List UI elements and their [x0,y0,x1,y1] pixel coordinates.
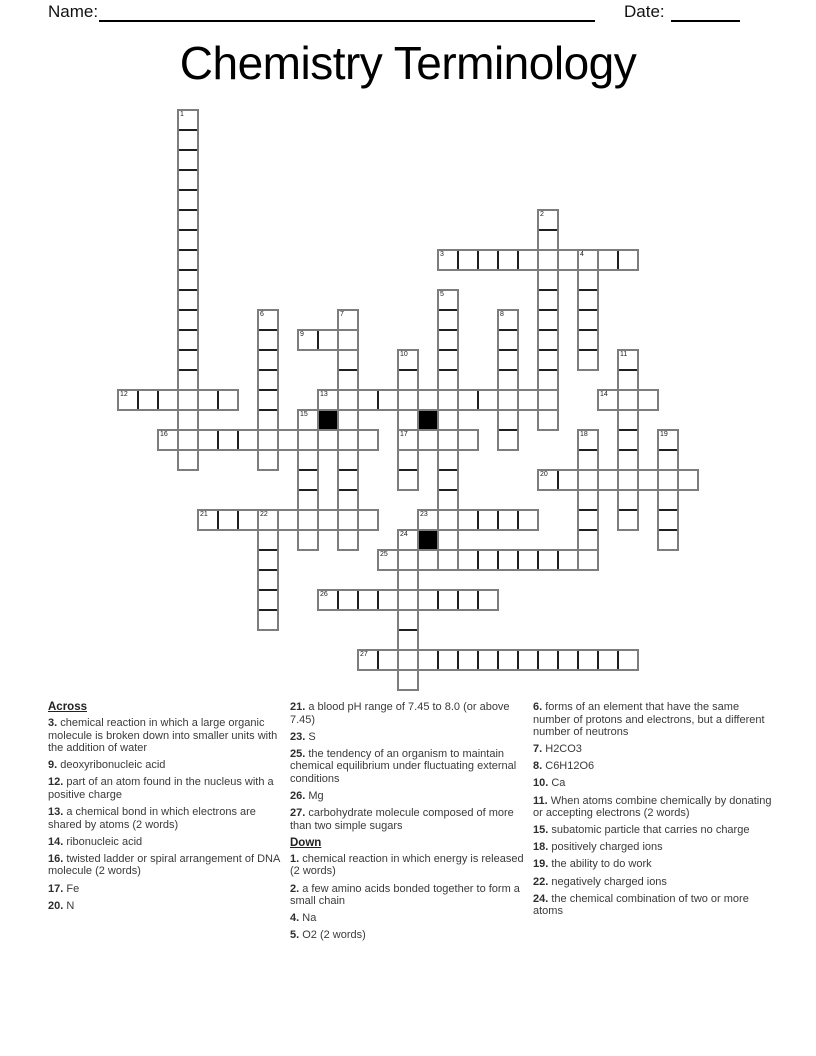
grid-cell[interactable] [278,430,298,450]
clue-item: 18. positively charged ions [533,841,663,854]
clue-item: 11. When atoms combine chemically by donating or accepting electrons (2 words) [533,794,772,820]
grid-cell[interactable] [538,550,558,570]
clue-item: 14. ribonucleic acid [48,835,143,848]
clue-item: 2. a few amino acids bonded together to form a small chain [290,882,520,908]
black-cell [418,530,438,550]
grid-cell[interactable] [338,430,358,450]
grid-cell[interactable] [358,590,378,610]
grid-cell[interactable] [418,390,438,410]
grid-cell[interactable] [578,510,598,530]
cell-number: 9 [300,331,304,338]
grid-cell[interactable] [178,170,198,190]
cell-number: 21 [200,511,208,518]
grid-cell[interactable] [538,650,558,670]
grid-cell[interactable] [438,310,458,330]
grid-cell[interactable] [518,650,538,670]
cell-number: 2 [540,211,544,218]
grid-cell[interactable] [178,330,198,350]
grid-cell[interactable] [338,510,358,530]
clue-item: 19. the ability to do work [533,858,652,871]
clue-item: 15. subatomic particle that carries no charge [533,824,750,837]
grid-cell[interactable] [258,330,278,350]
grid-cell[interactable] [438,410,458,430]
clue-item: 6. forms of an element that have the same number of protons and electrons, but a different number of neutrons [533,701,765,739]
clue-item: 26. Mg [290,790,324,803]
grid-cell[interactable] [438,430,458,450]
black-cell [318,410,338,430]
grid-cell[interactable] [338,370,358,390]
grid-cell[interactable] [578,290,598,310]
grid-cell[interactable] [378,650,398,670]
grid-cell[interactable] [338,530,358,550]
grid-cell[interactable] [538,390,558,410]
clue-number: 9. [48,759,58,772]
grid-cell[interactable] [538,270,558,290]
grid-cell[interactable] [338,450,358,470]
grid-cell[interactable] [578,330,598,350]
grid-cell[interactable] [358,390,378,410]
clue-number: 22. [533,875,549,888]
grid-cell[interactable] [518,250,538,270]
grid-cell[interactable] [578,550,598,570]
grid-cell[interactable] [298,510,318,530]
grid-cell[interactable] [658,470,678,490]
clue-number: 15. [533,824,549,837]
grid-cell[interactable] [318,430,338,450]
clue-item: 4. Na [290,912,317,925]
clue-column-1 [48,701,288,917]
grid-cell[interactable] [578,450,598,470]
grid-cell[interactable] [538,410,558,430]
grid-cell[interactable] [318,510,338,530]
clue-item: 7. H2CO3 [533,743,582,756]
grid-cell[interactable] [378,390,398,410]
cell-number: 1 [180,111,184,118]
clue-item: 27. carbohydrate molecule composed of more than two simple sugars [290,807,514,832]
clue-list-header: Down [290,836,322,849]
cell-number: 5 [440,291,444,298]
grid-cell[interactable] [358,510,378,530]
grid-cell[interactable] [238,510,258,530]
grid-cell[interactable] [398,450,418,470]
grid-cell[interactable] [198,390,218,410]
grid-cell[interactable] [638,470,658,490]
cell-number: 3 [440,251,444,258]
cell-number: 18 [580,431,588,438]
grid-cell[interactable] [398,590,418,610]
grid-cell[interactable] [138,390,158,410]
grid-cell[interactable] [218,390,238,410]
clue-item: 10. Ca [533,777,566,790]
cell-number: 24 [400,531,408,538]
grid-cell[interactable] [618,370,638,390]
grid-cell[interactable] [338,390,358,410]
cell-number: 4 [580,251,584,258]
grid-cell[interactable] [338,470,358,490]
grid-cell[interactable] [258,410,278,430]
grid-cell[interactable] [618,390,638,410]
grid-cell[interactable] [178,250,198,270]
grid-cell[interactable] [458,550,478,570]
grid-cell[interactable] [438,490,458,510]
grid-cell[interactable] [538,230,558,250]
cell-number: 12 [120,391,128,398]
date-input-line[interactable] [671,20,740,22]
grid-cell[interactable] [458,510,478,530]
clue-number: 3. [48,717,58,729]
grid-cell[interactable] [358,430,378,450]
grid-cell[interactable] [178,290,198,310]
clue-number: 11. [533,794,548,807]
clue-item: 13. a chemical bond in which electrons are shared by atoms (2 words) [48,806,256,831]
grid-cell[interactable] [158,390,178,410]
cell-number: 20 [540,471,548,478]
clue-item: 12. part of an atom found in the nucleus with a positive charge [48,776,274,801]
grid-cell[interactable] [438,590,458,610]
cell-number: 19 [660,431,668,438]
grid-cell[interactable] [438,450,458,470]
grid-cell[interactable] [338,330,358,350]
grid-cell[interactable] [618,650,638,670]
clue-number: 25. [290,747,306,760]
grid-cell[interactable] [258,390,278,410]
clue-number: 19. [533,858,549,871]
grid-cell[interactable] [498,330,518,350]
cell-number: 6 [260,311,264,318]
grid-cell[interactable] [618,470,638,490]
grid-cell[interactable] [538,250,558,270]
grid-cell[interactable] [398,470,418,490]
grid-cell[interactable] [498,410,518,430]
grid-cell[interactable] [318,330,338,350]
clue-number: 17. [48,882,64,895]
grid-cell[interactable] [498,430,518,450]
grid-cell[interactable] [618,510,638,530]
grid-cell[interactable] [178,450,198,470]
grid-cell[interactable] [418,590,438,610]
clue-item: 20. N [48,899,75,912]
grid-cell[interactable] [398,550,418,570]
grid-cell[interactable] [198,430,218,450]
cell-number: 27 [360,651,368,658]
grid-cell[interactable] [538,310,558,330]
grid-cell[interactable] [178,350,198,370]
clue-number: 24. [533,892,549,905]
grid-cell[interactable] [538,370,558,390]
clue-item: 24. the chemical combination of two or more atoms [533,892,749,918]
grid-cell[interactable] [178,230,198,250]
grid-cell[interactable] [478,390,498,410]
clue-item: 22. negatively charged ions [533,875,667,888]
clue-number: 8. [533,760,543,773]
grid-cell[interactable] [538,350,558,370]
clue-item: 17. Fe [48,882,80,895]
clue-number: 5. [290,929,300,942]
grid-cell[interactable] [598,650,618,670]
grid-cell[interactable] [618,430,638,450]
grid-cell[interactable] [398,390,418,410]
cell-number: 15 [300,411,308,418]
name-input-line[interactable] [99,20,595,22]
grid-cell[interactable] [578,270,598,290]
clue-number: 20. [48,899,64,912]
grid-cell[interactable] [658,510,678,530]
grid-cell[interactable] [578,530,598,550]
clue-number: 23. [290,730,306,743]
cell-number: 7 [340,311,344,318]
grid-cell[interactable] [538,290,558,310]
grid-cell[interactable] [578,650,598,670]
grid-cell[interactable] [458,390,478,410]
grid-cell[interactable] [578,350,598,370]
grid-cell[interactable] [338,350,358,370]
grid-cell[interactable] [178,210,198,230]
grid-cell[interactable] [398,610,418,630]
grid-cell[interactable] [178,270,198,290]
grid-cell[interactable] [178,190,198,210]
clue-number: 6. [533,701,543,713]
grid-cell[interactable] [338,490,358,510]
grid-cell[interactable] [498,510,518,530]
grid-cell[interactable] [518,390,538,410]
clue-number: 13. [48,806,64,819]
grid-cell[interactable] [478,250,498,270]
clue-column-2 [290,701,530,946]
grid-cell[interactable] [298,530,318,550]
grid-cell[interactable] [398,670,418,690]
cell-number: 10 [400,351,408,358]
cell-number: 17 [400,431,408,438]
grid-cell[interactable] [438,390,458,410]
grid-cell[interactable] [398,630,418,650]
cell-number: 11 [620,351,628,358]
grid-cell[interactable] [258,370,278,390]
grid-cell[interactable] [258,550,278,570]
name-label: Name: [48,2,99,21]
grid-cell[interactable] [178,370,198,390]
grid-cell[interactable] [518,510,538,530]
grid-cell[interactable] [278,510,298,530]
grid-cell[interactable] [258,530,278,550]
clue-number: 10. [533,777,549,790]
grid-cell[interactable] [498,650,518,670]
grid-cell[interactable] [498,550,518,570]
grid-cell[interactable] [658,530,678,550]
cell-number: 26 [320,591,328,598]
grid-cell[interactable] [458,430,478,450]
grid-cell[interactable] [298,470,318,490]
grid-cell[interactable] [398,650,418,670]
grid-cell[interactable] [258,430,278,450]
grid-cell[interactable] [478,550,498,570]
grid-cell[interactable] [578,490,598,510]
grid-cell[interactable] [558,550,578,570]
grid-cell[interactable] [398,410,418,430]
grid-cell[interactable] [678,470,698,490]
grid-cell[interactable] [258,350,278,370]
cell-number: 8 [500,311,504,318]
grid-cell[interactable] [438,330,458,350]
clue-item: 1. chemical reaction in which energy is released (2 words) [290,852,524,878]
grid-cell[interactable] [418,550,438,570]
grid-cell[interactable] [578,470,598,490]
grid-cell[interactable] [218,510,238,530]
grid-cell[interactable] [418,430,438,450]
grid-cell[interactable] [178,390,198,410]
grid-cell[interactable] [618,450,638,470]
clue-column-3 [533,701,773,922]
clue-number: 14. [48,835,64,848]
grid-cell[interactable] [178,130,198,150]
page-title: Chemistry Terminology [179,37,637,89]
grid-cell[interactable] [438,550,458,570]
grid-cell[interactable] [658,450,678,470]
clue-number: 16. [48,852,64,865]
date-label: Date: [624,2,665,21]
grid-cell[interactable] [578,310,598,330]
grid-cell[interactable] [558,470,578,490]
cell-number: 16 [160,431,168,438]
clue-number: 12. [48,776,64,789]
clue-number: 21. [290,701,306,713]
grid-cell[interactable] [618,410,638,430]
grid-cell[interactable] [178,310,198,330]
grid-cell[interactable] [598,470,618,490]
clue-item: 9. deoxyribonucleic acid [48,759,166,772]
grid-cell[interactable] [438,530,458,550]
clue-number: 4. [290,912,300,925]
grid-cell[interactable] [458,650,478,670]
grid-cell[interactable] [458,250,478,270]
grid-cell[interactable] [298,450,318,470]
grid-cell[interactable] [378,590,398,610]
grid-cell[interactable] [518,550,538,570]
clue-item: 8. C6H12O6 [533,760,595,773]
grid-cell[interactable] [618,490,638,510]
grid-cell[interactable] [178,430,198,450]
cell-number: 13 [320,391,328,398]
cell-number: 23 [420,511,428,518]
grid-cell[interactable] [338,590,358,610]
grid-cell[interactable] [458,590,478,610]
grid-cell[interactable] [498,390,518,410]
grid-cell[interactable] [558,250,578,270]
cell-number: 25 [380,551,388,558]
black-cell [418,410,438,430]
grid-cell[interactable] [478,650,498,670]
grid-cell[interactable] [238,430,258,450]
grid-cell[interactable] [558,650,578,670]
clue-list-header: Across [48,701,87,713]
grid-cell[interactable] [658,490,678,510]
clue-number: 18. [533,841,549,854]
grid-cell[interactable] [398,570,418,590]
clue-number: 1. [290,852,300,865]
grid-cell[interactable] [498,250,518,270]
grid-cell[interactable] [478,510,498,530]
grid-cell[interactable] [338,410,358,430]
cell-number: 22 [260,511,268,518]
clue-item: 21. a blood pH range of 7.45 to 8.0 (or above 7.45) [290,701,510,726]
grid-cell[interactable] [498,370,518,390]
grid-cell[interactable] [258,590,278,610]
grid-cell[interactable] [258,570,278,590]
grid-cell[interactable] [538,330,558,350]
clue-item: 3. chemical reaction in which a large organic molecule is broken down into smaller units with the addition of water [48,717,278,755]
clue-number: 7. [533,743,543,756]
clue-number: 27. [290,807,306,820]
grid-cell[interactable] [438,650,458,670]
grid-cell[interactable] [258,610,278,630]
clue-item: 23. S [290,730,316,743]
clue-number: 26. [290,790,306,803]
grid-cell[interactable] [478,590,498,610]
grid-cell[interactable] [258,450,278,470]
grid-cell[interactable] [438,350,458,370]
grid-cell[interactable] [638,390,658,410]
grid-cell[interactable] [438,470,458,490]
grid-cell[interactable] [178,410,198,430]
grid-cell[interactable] [498,350,518,370]
grid-cell[interactable] [398,370,418,390]
grid-cell[interactable] [618,250,638,270]
grid-cell[interactable] [438,370,458,390]
clue-item: 16. twisted ladder or spiral arrangement of DNA molecule (2 words) [48,852,280,878]
clue-number: 2. [290,882,300,895]
grid-cell[interactable] [178,150,198,170]
clue-item: 25. the tendency of an organism to maintain chemical equilibrium under fluctuating external conditions [290,747,517,785]
grid-cell[interactable] [418,650,438,670]
grid-cell[interactable] [438,510,458,530]
grid-cell[interactable] [298,490,318,510]
grid-cell[interactable] [298,430,318,450]
clue-item: 5. O2 (2 words) [290,929,366,942]
grid-cell[interactable] [218,430,238,450]
grid-cell[interactable] [598,250,618,270]
cell-number: 14 [600,391,608,398]
